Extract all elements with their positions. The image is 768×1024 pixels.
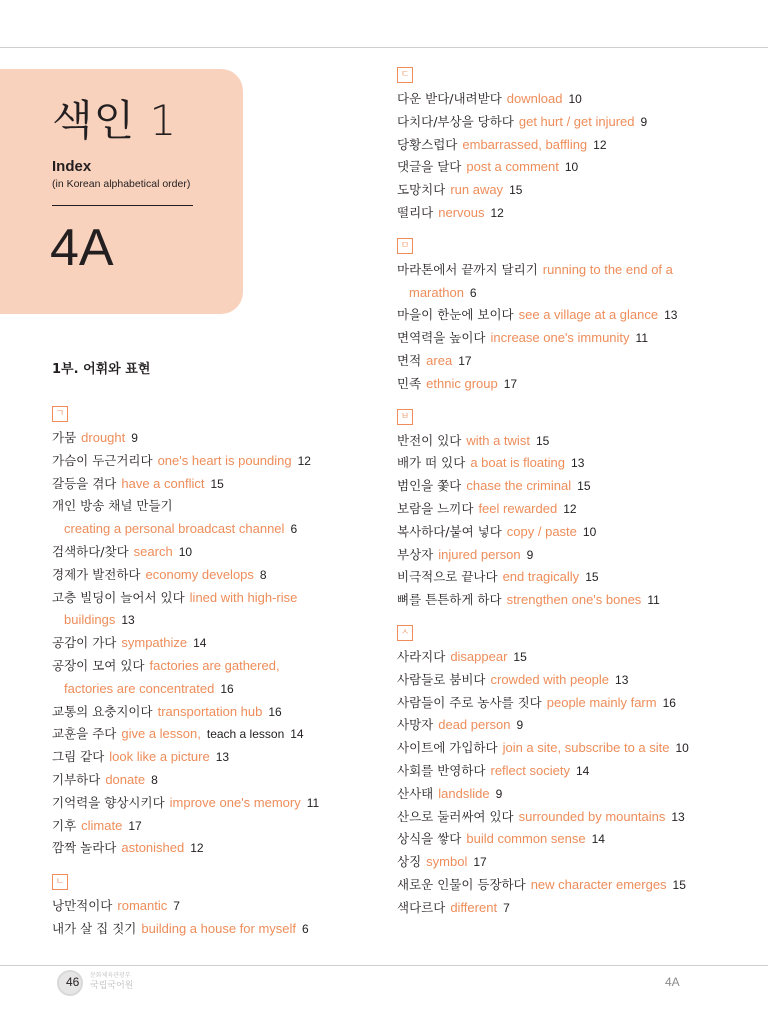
entry-page: 15: [577, 479, 591, 494]
entry-korean: 내가 살 집 짓기: [52, 920, 137, 936]
index-entry: [52, 792, 382, 815]
entry-korean: 보람을 느끼다: [397, 500, 474, 516]
entry-english: post a comment: [466, 159, 559, 175]
publisher-institute: 국립국어원: [90, 981, 134, 991]
entry-page: 13: [615, 672, 629, 687]
entry-english: give a lesson,: [121, 726, 201, 742]
entry-english: sympathize: [121, 635, 188, 651]
index-entry: [52, 701, 382, 724]
index-section: [397, 238, 742, 396]
entry-english: factories are gathered,: [149, 657, 280, 673]
entry-english: get hurt / get injured: [518, 113, 635, 129]
index-entry: [397, 156, 742, 179]
title-divider: [52, 205, 193, 206]
index-entry: [397, 430, 742, 453]
entry-english: climate: [81, 817, 123, 833]
consonant-marker: ㄱ: [52, 406, 68, 422]
entry-english: surrounded by mountains: [518, 808, 666, 824]
entry-korean: 면적: [397, 352, 422, 368]
entry-korean: 민족: [397, 375, 422, 391]
entry-page: 9: [495, 786, 503, 801]
entry-english: see a village at a glance: [518, 307, 659, 323]
entry-english: end tragically: [502, 569, 580, 585]
entry-english: creating a personal broadcast channel: [64, 521, 285, 537]
entry-english: chase the criminal: [466, 478, 572, 494]
entry-page: 15: [509, 183, 523, 198]
index-entry: [52, 837, 382, 860]
index-entry: [52, 746, 382, 769]
entry-page: 9: [526, 547, 534, 562]
index-entry: [397, 714, 742, 737]
index-entry: [52, 564, 382, 587]
entry-page: 8: [151, 772, 158, 787]
index-entry: [397, 828, 742, 851]
entry-english: copy / paste: [506, 523, 577, 539]
entry-page: 13: [571, 456, 585, 471]
entry-korean: 기후: [52, 817, 77, 833]
index-entry: [397, 521, 742, 544]
entry-english: new character emerges: [530, 876, 667, 892]
entry-page: 10: [178, 544, 193, 559]
entry-korean: 사라지다: [397, 648, 446, 664]
entry-korean: 사람들이 주로 농사를 짓다: [397, 694, 542, 710]
entry-english: astonished: [121, 840, 185, 856]
entry-page: 15: [513, 649, 527, 664]
entry-english: landslide: [438, 785, 490, 801]
index-label: Index: [52, 158, 92, 175]
entry-page: 15: [210, 476, 224, 491]
index-entry: [397, 111, 742, 134]
entry-english: look like a picture: [109, 749, 210, 765]
entry-english: feel rewarded: [478, 500, 558, 516]
entry-english: download: [506, 91, 563, 106]
entry-page: 11: [647, 593, 660, 608]
entry-korean: 색다르다: [397, 899, 446, 915]
entry-continuation: [397, 282, 742, 305]
entry-korean: 다운 받다/내려받다: [397, 91, 502, 106]
entry-korean: 상징: [397, 854, 422, 870]
entry-korean: 다치다/부상을 당하다: [397, 113, 514, 129]
index-entry: [397, 874, 742, 897]
entry-page: 12: [190, 841, 204, 856]
entry-korean: 사회를 반영하다: [397, 762, 486, 778]
entry-korean: 면역력을 높이다: [397, 330, 486, 346]
entry-english: romantic: [117, 898, 168, 914]
entry-english: embarrassed, baffling: [462, 136, 588, 152]
entry-page: 14: [193, 636, 207, 651]
entry-english: building a house for myself: [141, 920, 297, 936]
entry-page: 6: [302, 921, 309, 936]
index-entry: [397, 589, 742, 612]
entry-korean: 가슴이 두근거리다: [52, 452, 153, 468]
index-entry: [397, 566, 742, 589]
entry-english: build common sense: [466, 831, 586, 847]
index-entry: [52, 495, 382, 541]
entry-page: 9: [640, 114, 648, 129]
index-entry: [397, 304, 742, 327]
entry-english: strengthen one's bones: [506, 592, 642, 608]
entry-english: dead person: [438, 717, 511, 733]
index-entry: [52, 815, 382, 838]
entry-korean: 반전이 있다: [397, 432, 462, 448]
page-title: 색인 1: [52, 96, 178, 145]
entry-english: injured person: [438, 546, 521, 562]
entry-english: nervous: [438, 204, 485, 220]
entry-english: with a twist: [466, 432, 530, 448]
entry-page: 15: [535, 433, 550, 448]
entry-english: economy develops: [145, 566, 254, 582]
entry-korean: 기억력을 향상시키다: [52, 794, 165, 810]
entry-continuation: [52, 678, 382, 701]
index-entry: [397, 202, 742, 225]
entry-english: increase one's immunity: [490, 330, 630, 346]
entry-korean: 가뭄: [52, 430, 77, 445]
entry-english: crowded with people: [490, 671, 610, 687]
publisher-ministry: 문화체육관광부: [90, 972, 131, 979]
entry-korean: 산으로 둘러싸여 있다: [397, 808, 514, 824]
entry-english: lined with high-rise: [189, 589, 298, 605]
index-entry: [397, 259, 742, 305]
entry-english: different: [450, 899, 498, 915]
entry-korean: 당황스럽다: [397, 136, 458, 152]
entry-english: marathon: [409, 284, 464, 300]
entry-korean: 교통의 요충지이다: [52, 703, 153, 719]
entry-english: disappear: [450, 648, 508, 664]
index-entry: [397, 498, 742, 521]
entry-page: 14: [575, 763, 590, 778]
entry-english: reflect society: [490, 762, 570, 778]
index-entry: [397, 737, 742, 760]
entry-page: 16: [268, 704, 282, 719]
entry-korean: 교훈을 주다: [52, 726, 117, 742]
entry-korean: 부상자: [397, 546, 434, 562]
index-entry: [397, 327, 742, 350]
entry-korean: 사이트에 가입하다: [397, 740, 498, 756]
entry-korean: 낭만적이다: [52, 898, 113, 914]
consonant-marker: ㄷ: [397, 67, 413, 83]
entry-english-alt: teach a lesson: [206, 727, 285, 742]
index-entry: [397, 475, 742, 498]
entry-korean: 그림 같다: [52, 749, 105, 765]
entry-korean: 배가 떠 있다: [397, 455, 466, 471]
entry-page: 10: [568, 92, 582, 106]
entry-page: 16: [220, 681, 234, 696]
index-entry: [52, 587, 382, 633]
entry-korean: 범인을 쫓다: [397, 478, 462, 494]
entry-korean: 검색하다/찾다: [52, 543, 129, 559]
entry-korean: 도망치다: [397, 182, 446, 198]
index-entry: [397, 646, 742, 669]
entry-english: area: [426, 352, 453, 368]
index-entry: [52, 541, 382, 564]
entry-page: 17: [473, 855, 487, 870]
footer-volume: 4A: [665, 975, 680, 989]
index-entry: [52, 655, 382, 701]
entry-korean: 비극적으로 끝나다: [397, 569, 498, 585]
index-entry: [397, 179, 742, 202]
index-entry: [52, 918, 382, 941]
entry-korean: 마라톤에서 끝까지 달리기: [397, 261, 538, 277]
index-section: [397, 67, 742, 225]
index-section: [52, 406, 382, 860]
entry-page: 11: [635, 331, 649, 346]
entry-english: transportation hub: [157, 703, 263, 719]
entry-korean: 뼈를 튼튼하게 하다: [397, 592, 502, 608]
index-entry: [397, 806, 742, 829]
entry-korean: 새로운 인물이 등장하다: [397, 876, 526, 892]
index-section: [52, 874, 382, 941]
entry-page: 13: [121, 613, 135, 628]
volume-label: 4A: [50, 219, 114, 277]
entry-page: 6: [469, 285, 477, 300]
right-index-column: [397, 65, 742, 933]
index-entry: [397, 851, 742, 874]
entry-page: 17: [458, 353, 472, 368]
entry-page: 11: [306, 795, 320, 810]
index-subtitle: (in Korean alphabetical order): [52, 178, 191, 190]
entry-page: 9: [516, 718, 524, 733]
entry-korean: 공장이 모여 있다: [52, 657, 145, 673]
entry-english: have a conflict: [121, 475, 205, 491]
entry-page: 12: [297, 453, 311, 468]
index-entry: [397, 452, 742, 475]
entry-english: symbol: [426, 854, 468, 870]
top-rule: [0, 47, 768, 48]
page-number: 46: [66, 975, 80, 989]
consonant-marker: ㄴ: [52, 874, 68, 890]
entry-english: buildings: [64, 612, 116, 628]
entry-page: 7: [503, 900, 510, 915]
entry-page: 14: [591, 832, 605, 847]
index-entry: [52, 895, 382, 918]
entry-korean: 사람들로 붐비다: [397, 671, 486, 687]
entry-korean: 마을이 한눈에 보이다: [397, 307, 514, 323]
left-index-column: [52, 404, 382, 955]
entry-english: one's heart is pounding: [157, 452, 292, 468]
entry-korean: 떨리다: [397, 204, 434, 220]
entry-english: people mainly farm: [546, 694, 657, 710]
consonant-marker: ㅁ: [397, 238, 413, 254]
index-section: [397, 409, 742, 612]
entry-page: 13: [664, 308, 678, 323]
entry-english: a boat is floating: [470, 455, 566, 471]
entry-korean: 상식을 쌓다: [397, 831, 462, 847]
index-entry: [397, 134, 742, 157]
entry-english: donate: [105, 771, 146, 787]
index-entry: [397, 897, 742, 920]
entry-english: factories are concentrated: [64, 680, 215, 696]
index-entry: [52, 769, 382, 792]
entry-page: 14: [290, 727, 304, 742]
entry-page: 12: [593, 137, 607, 152]
index-entry: [397, 373, 742, 396]
entry-korean: 복사하다/붙여 넣다: [397, 523, 502, 539]
index-entry: [397, 669, 742, 692]
part-heading: 1부. 어휘와 표현: [52, 362, 151, 377]
index-entry: [397, 350, 742, 373]
entry-korean: 경제가 발전하다: [52, 566, 141, 582]
footer-rule: [0, 965, 768, 966]
entry-korean: 기부하다: [52, 771, 101, 787]
index-entry: [397, 760, 742, 783]
entry-continuation: [52, 518, 382, 541]
entry-korean: 공감이 가다: [52, 635, 117, 651]
index-entry: [397, 544, 742, 567]
entry-english: join a site, subscribe to a site: [502, 740, 670, 756]
entry-page: 10: [582, 524, 597, 539]
entry-page: 9: [131, 431, 138, 445]
index-entry: [397, 783, 742, 806]
entry-english: running to the end of a: [542, 261, 673, 277]
entry-korean: 개인 방송 채널 만들기: [52, 498, 173, 514]
entry-page: 7: [173, 899, 180, 914]
entry-page: 15: [672, 877, 686, 892]
index-entry: [397, 692, 742, 715]
consonant-marker: ㅂ: [397, 409, 413, 425]
entry-korean: 깜짝 놀라다: [52, 840, 117, 856]
entry-page: 12: [490, 205, 504, 220]
entry-page: 16: [662, 695, 676, 710]
entry-page: 10: [675, 741, 689, 756]
entry-korean: 산사태: [397, 785, 434, 801]
entry-page: 12: [563, 501, 577, 516]
index-entry: [52, 450, 382, 473]
entry-korean: 댓글을 달다: [397, 159, 462, 175]
entry-korean: 사망자: [397, 717, 434, 733]
entry-page: 10: [564, 160, 579, 175]
entry-page: 17: [128, 818, 142, 833]
entry-english: drought: [81, 430, 126, 445]
index-entry: [397, 88, 742, 111]
entry-page: 8: [259, 567, 267, 582]
index-entry: [52, 632, 382, 655]
entry-korean: 고층 빌딩이 늘어서 있다: [52, 589, 185, 605]
entry-english: run away: [450, 182, 504, 198]
consonant-marker: ㅅ: [397, 625, 413, 641]
entry-korean: 갈등을 겪다: [52, 475, 117, 491]
entry-english: ethnic group: [426, 375, 498, 391]
entry-page: 6: [290, 522, 298, 537]
index-section: [397, 625, 742, 920]
entry-english: search: [133, 543, 173, 559]
index-entry: [52, 723, 382, 746]
index-entry: [52, 473, 382, 496]
entry-continuation: [52, 609, 382, 632]
index-entry: [52, 427, 382, 450]
entry-page: 15: [585, 570, 599, 585]
entry-page: 13: [671, 809, 685, 824]
entry-page: 17: [503, 376, 518, 391]
entry-english: improve one's memory: [169, 794, 301, 810]
entry-page: 13: [215, 750, 230, 765]
